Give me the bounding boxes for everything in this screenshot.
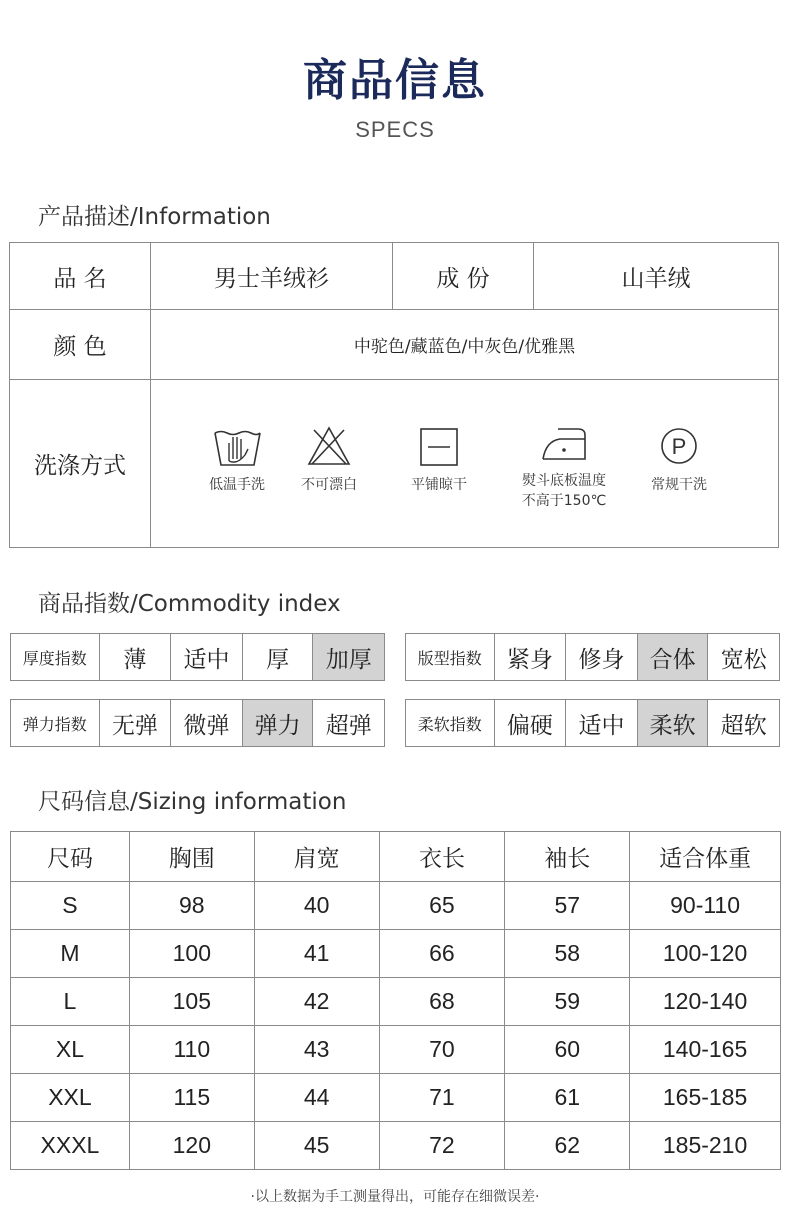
column-header: 袖长 — [505, 832, 630, 882]
thickness-index — [10, 633, 385, 681]
table-cell: 68 — [379, 978, 505, 1026]
table-cell: S — [11, 882, 130, 930]
table-row — [11, 978, 781, 1026]
table-cell: 65 — [379, 882, 505, 930]
wash-text: 不可漂白 — [301, 477, 357, 493]
index-option: 偏硬 — [494, 700, 566, 746]
table-cell: 66 — [379, 930, 505, 978]
table-cell: 41 — [254, 930, 379, 978]
material-label: 成 份 — [436, 265, 490, 292]
table-cell: 72 — [379, 1122, 505, 1170]
hand-wash-icon — [212, 425, 262, 467]
color-label: 颜 色 — [53, 334, 107, 360]
table-row — [11, 1026, 781, 1074]
index-option: 厚 — [242, 634, 313, 680]
index-label: 弹力指数 — [22, 714, 87, 734]
table-cell: 45 — [254, 1122, 379, 1170]
material-value: 山羊绒 — [621, 265, 691, 292]
no-bleach-icon — [306, 425, 352, 467]
dry-clean-icon — [658, 425, 700, 467]
page-title: 商品信息 — [303, 55, 487, 106]
wash-item-dry-clean — [624, 425, 734, 495]
wash-text: 常规干洗 — [651, 477, 707, 493]
table-cell: 71 — [379, 1074, 505, 1122]
index-option: 修身 — [565, 634, 637, 680]
table-cell: 42 — [254, 978, 379, 1026]
table-cell: 140-165 — [630, 1026, 781, 1074]
index-option: 紧身 — [494, 634, 566, 680]
table-cell: XL — [11, 1026, 130, 1074]
table-cell: 110 — [129, 1026, 254, 1074]
iron-icon — [540, 425, 588, 463]
name-value: 男士羊绒衫 — [214, 265, 329, 292]
table-cell: 115 — [129, 1074, 254, 1122]
column-header: 适合体重 — [630, 832, 781, 882]
column-header: 尺码 — [11, 832, 130, 882]
softness-index — [405, 699, 780, 747]
index-option: 微弹 — [170, 700, 242, 746]
index-option-selected: 弹力 — [242, 700, 313, 746]
index-label: 厚度指数 — [22, 648, 87, 668]
wash-text: 不高于150℃ — [521, 493, 607, 509]
fit-index — [405, 633, 780, 681]
name-label: 品 名 — [53, 265, 107, 292]
index-option: 适中 — [170, 634, 242, 680]
table-cell: 120-140 — [630, 978, 781, 1026]
table-cell: 62 — [505, 1122, 630, 1170]
dry-flat-icon — [418, 425, 460, 467]
table-cell: XXL — [11, 1074, 130, 1122]
table-cell: 100 — [129, 930, 254, 978]
svg-text:P: P — [671, 434, 687, 459]
table-cell: M — [11, 930, 130, 978]
index-option: 适中 — [565, 700, 637, 746]
table-cell: 100-120 — [630, 930, 781, 978]
wash-label: 洗涤方式 — [34, 453, 126, 479]
column-header: 肩宽 — [254, 832, 379, 882]
table-cell: 59 — [505, 978, 630, 1026]
table-row — [11, 930, 781, 978]
table-cell: 98 — [129, 882, 254, 930]
elasticity-index — [10, 699, 385, 747]
column-header: 衣长 — [379, 832, 505, 882]
table-cell: 40 — [254, 882, 379, 930]
table-cell: 61 — [505, 1074, 630, 1122]
index-option: 宽松 — [707, 634, 779, 680]
index-option-selected: 柔软 — [637, 700, 708, 746]
index-option: 薄 — [99, 634, 171, 680]
table-header-row — [11, 832, 781, 882]
index-option: 无弹 — [99, 700, 171, 746]
table-cell: L — [11, 978, 130, 1026]
sizing-section-title: 尺码信息/Sizing information — [38, 789, 347, 815]
table-cell: 165-185 — [630, 1074, 781, 1122]
table-cell: 58 — [505, 930, 630, 978]
info-section-title: 产品描述/Information — [38, 204, 271, 230]
index-option-selected: 加厚 — [312, 634, 384, 680]
size-table — [10, 831, 781, 1170]
index-option: 超弹 — [312, 700, 384, 746]
page-subtitle: SPECS — [355, 117, 435, 142]
table-cell: 60 — [505, 1026, 630, 1074]
table-cell: 43 — [254, 1026, 379, 1074]
info-table — [9, 242, 779, 548]
index-option: 超软 — [707, 700, 779, 746]
color-value: 中驼色/藏蓝色/中灰色/优雅黑 — [353, 337, 576, 357]
table-cell: 120 — [129, 1122, 254, 1170]
index-label: 柔软指数 — [417, 714, 482, 734]
index-option-selected: 合体 — [637, 634, 708, 680]
column-header: 胸围 — [129, 832, 254, 882]
table-cell: 105 — [129, 978, 254, 1026]
wash-text: 低温手洗 — [209, 477, 265, 493]
wash-item-dry-flat — [384, 425, 494, 495]
table-row — [11, 1074, 781, 1122]
wash-item-iron — [509, 425, 619, 511]
measurement-note: ·以上数据为手工测量得出，可能存在细微误差· — [250, 1189, 540, 1205]
wash-text: 熨斗底板温度 — [522, 473, 606, 489]
table-cell: 44 — [254, 1074, 379, 1122]
index-section-title: 商品指数/Commodity index — [38, 591, 341, 617]
table-cell: 70 — [379, 1026, 505, 1074]
table-cell: 90-110 — [630, 882, 781, 930]
wash-item-no-bleach — [274, 425, 384, 495]
wash-text: 平铺晾干 — [411, 477, 467, 493]
table-cell: XXXL — [11, 1122, 130, 1170]
table-cell: 185-210 — [630, 1122, 781, 1170]
table-cell: 57 — [505, 882, 630, 930]
table-row — [11, 882, 781, 930]
table-row — [11, 1122, 781, 1170]
index-label: 版型指数 — [417, 648, 482, 668]
